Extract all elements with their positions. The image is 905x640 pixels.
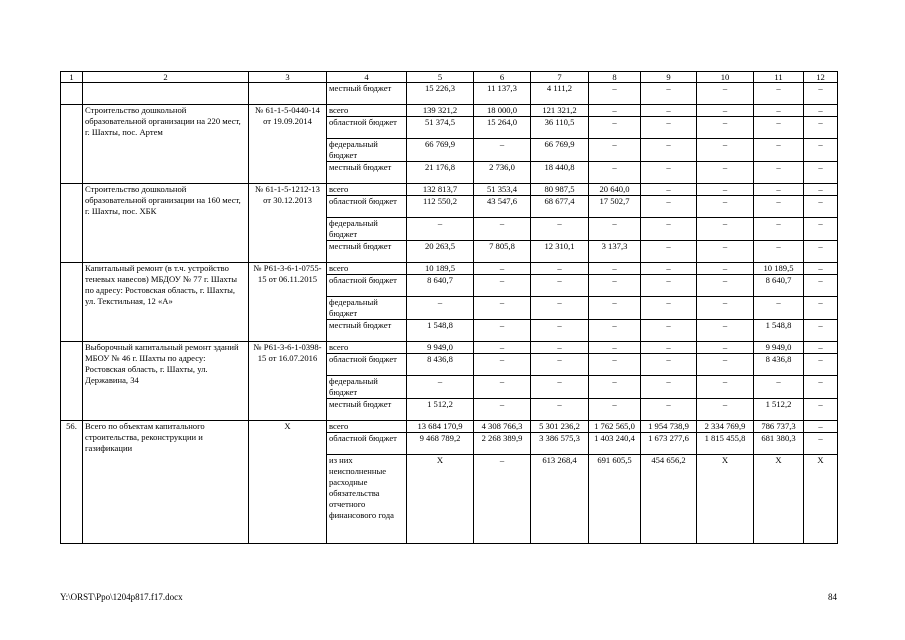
value-cell: – — [804, 342, 838, 354]
value-cell: – — [407, 376, 474, 399]
value-cell: – — [589, 376, 641, 399]
funding-source-cell: местный бюджет — [327, 320, 407, 342]
header-cell: 7 — [531, 72, 589, 83]
value-cell: – — [589, 139, 641, 162]
value-cell: – — [641, 218, 697, 241]
value-cell: – — [754, 83, 804, 105]
value-cell: – — [641, 162, 697, 184]
value-cell: – — [641, 184, 697, 196]
value-cell: – — [531, 376, 589, 399]
value-cell: – — [407, 218, 474, 241]
value-cell: 13 684 170,9 — [407, 421, 474, 433]
value-cell: – — [697, 184, 754, 196]
value-cell: – — [754, 196, 804, 218]
funding-source-cell: областной бюджет — [327, 196, 407, 218]
value-cell: – — [589, 117, 641, 139]
budget-table — [60, 71, 838, 544]
header-cell: 9 — [641, 72, 697, 83]
value-cell: – — [804, 162, 838, 184]
value-cell: 80 987,5 — [531, 184, 589, 196]
value-cell: – — [589, 105, 641, 117]
funding-source-cell: федеральный бюджет — [327, 297, 407, 320]
row-number-cell — [61, 263, 83, 342]
value-cell: – — [697, 354, 754, 376]
value-cell: 20 263,5 — [407, 241, 474, 263]
value-cell: – — [589, 354, 641, 376]
value-cell: Х — [697, 455, 754, 544]
header-cell: 8 — [589, 72, 641, 83]
value-cell: – — [804, 117, 838, 139]
value-cell: – — [754, 376, 804, 399]
value-cell: 1 762 565,0 — [589, 421, 641, 433]
value-cell: – — [474, 275, 531, 297]
funding-source-cell: федеральный бюджет — [327, 218, 407, 241]
value-cell: 1 512,2 — [407, 399, 474, 421]
value-cell: – — [474, 297, 531, 320]
table-row — [61, 421, 838, 433]
table-row — [61, 83, 838, 105]
funding-source-cell: всего — [327, 105, 407, 117]
value-cell: – — [804, 376, 838, 399]
value-cell: – — [804, 354, 838, 376]
value-cell: – — [697, 320, 754, 342]
document-cell — [249, 83, 327, 105]
value-cell: 18 000,0 — [474, 105, 531, 117]
funding-source-cell: всего — [327, 184, 407, 196]
value-cell: – — [641, 399, 697, 421]
value-cell: – — [697, 342, 754, 354]
value-cell: 51 353,4 — [474, 184, 531, 196]
value-cell: – — [641, 105, 697, 117]
value-cell: – — [804, 433, 838, 455]
value-cell: – — [804, 105, 838, 117]
value-cell: – — [697, 263, 754, 275]
value-cell: 1 512,2 — [754, 399, 804, 421]
table-row — [61, 263, 838, 275]
value-cell: – — [754, 139, 804, 162]
value-cell: 121 321,2 — [531, 105, 589, 117]
value-cell: 132 813,7 — [407, 184, 474, 196]
value-cell: – — [589, 263, 641, 275]
funding-source-cell: областной бюджет — [327, 433, 407, 455]
funding-source-cell: местный бюджет — [327, 83, 407, 105]
table-header-row — [61, 72, 838, 83]
value-cell: 17 502,7 — [589, 196, 641, 218]
footer-file-path: Y:\ORST\Ppo\1204p817.f17.docx — [60, 592, 183, 602]
value-cell: – — [531, 218, 589, 241]
value-cell: – — [697, 297, 754, 320]
value-cell: – — [474, 342, 531, 354]
row-number-cell: 56. — [61, 421, 83, 544]
header-cell: 10 — [697, 72, 754, 83]
value-cell: 2 268 389,9 — [474, 433, 531, 455]
value-cell: Х — [804, 455, 838, 544]
value-cell: – — [804, 139, 838, 162]
value-cell: – — [804, 184, 838, 196]
row-number-cell — [61, 184, 83, 263]
value-cell: – — [589, 218, 641, 241]
value-cell: – — [531, 275, 589, 297]
value-cell: 51 374,5 — [407, 117, 474, 139]
value-cell: 1 548,8 — [754, 320, 804, 342]
value-cell: – — [531, 297, 589, 320]
value-cell: 18 440,8 — [531, 162, 589, 184]
header-cell: 2 — [83, 72, 249, 83]
header-cell: 6 — [474, 72, 531, 83]
value-cell: – — [474, 399, 531, 421]
funding-source-cell: всего — [327, 342, 407, 354]
value-cell: 691 605,5 — [589, 455, 641, 544]
value-cell: – — [697, 162, 754, 184]
object-name-cell: Строительство дошкольной образовательной организации на 160 мест, г. Шахты, пос. ХБК — [83, 184, 249, 263]
row-number-cell — [61, 342, 83, 421]
value-cell: – — [641, 139, 697, 162]
value-cell: – — [531, 354, 589, 376]
value-cell: – — [804, 263, 838, 275]
value-cell: – — [474, 455, 531, 544]
value-cell: – — [474, 354, 531, 376]
page-number: 84 — [828, 592, 837, 602]
value-cell: – — [804, 83, 838, 105]
value-cell: 4 111,2 — [531, 83, 589, 105]
value-cell: – — [531, 342, 589, 354]
value-cell: – — [804, 320, 838, 342]
table-row — [61, 342, 838, 354]
value-cell: – — [641, 241, 697, 263]
value-cell: – — [754, 105, 804, 117]
object-name-cell: Всего по объектам капитального строительства, реконструкции и газификации — [83, 421, 249, 544]
object-name-cell — [83, 83, 249, 105]
funding-source-cell: местный бюджет — [327, 399, 407, 421]
header-cell: 1 — [61, 72, 83, 83]
value-cell: – — [641, 354, 697, 376]
document-cell: № Р61-3-6-1-0755-15 от 06.11.2015 — [249, 263, 327, 342]
value-cell: 9 949,0 — [407, 342, 474, 354]
value-cell: 20 640,0 — [589, 184, 641, 196]
value-cell: 613 268,4 — [531, 455, 589, 544]
value-cell: – — [697, 376, 754, 399]
header-cell: 11 — [754, 72, 804, 83]
value-cell: – — [754, 162, 804, 184]
funding-source-cell: федеральный бюджет — [327, 376, 407, 399]
value-cell: – — [641, 297, 697, 320]
value-cell: 2 736,0 — [474, 162, 531, 184]
funding-source-cell: местный бюджет — [327, 241, 407, 263]
value-cell: 1 815 455,8 — [697, 433, 754, 455]
value-cell: 1 673 277,6 — [641, 433, 697, 455]
value-cell: Х — [754, 455, 804, 544]
value-cell: 5 301 236,2 — [531, 421, 589, 433]
value-cell: 9 949,0 — [754, 342, 804, 354]
value-cell: – — [407, 297, 474, 320]
value-cell: – — [697, 399, 754, 421]
value-cell: – — [804, 399, 838, 421]
value-cell: 10 189,5 — [754, 263, 804, 275]
value-cell: 8 436,8 — [407, 354, 474, 376]
document-cell: № 61-1-5-1212-13 от 30.12.2013 — [249, 184, 327, 263]
object-name-cell: Строительство дошкольной образовательной организации на 220 мест, г. Шахты, пос. Артем — [83, 105, 249, 184]
value-cell: 139 321,2 — [407, 105, 474, 117]
funding-source-cell: областной бюджет — [327, 117, 407, 139]
value-cell: – — [474, 320, 531, 342]
value-cell: 8 640,7 — [407, 275, 474, 297]
funding-source-cell: областной бюджет — [327, 275, 407, 297]
value-cell: 786 737,3 — [754, 421, 804, 433]
value-cell: – — [804, 218, 838, 241]
document-cell: № 61-1-5-0440-14 от 19.09.2014 — [249, 105, 327, 184]
value-cell: – — [589, 162, 641, 184]
value-cell: – — [474, 218, 531, 241]
funding-source-cell: всего — [327, 421, 407, 433]
value-cell: 36 110,5 — [531, 117, 589, 139]
header-cell: 4 — [327, 72, 407, 83]
header-cell: 5 — [407, 72, 474, 83]
funding-source-cell: местный бюджет — [327, 162, 407, 184]
funding-source-cell: федеральный бюджет — [327, 139, 407, 162]
value-cell: 66 769,9 — [407, 139, 474, 162]
funding-source-cell: из них неисполненные расходные обязательства отчетного финансового года — [327, 455, 407, 544]
table-row — [61, 105, 838, 117]
value-cell: – — [754, 117, 804, 139]
object-name-cell: Выборочный капитальный ремонт зданий МБОУ № 46 г. Шахты по адресу: Ростовская область, г. Шахты, ул. Державина, 34 — [83, 342, 249, 421]
value-cell: 15 264,0 — [474, 117, 531, 139]
value-cell: Х — [407, 455, 474, 544]
value-cell: – — [754, 184, 804, 196]
value-cell: – — [474, 263, 531, 275]
value-cell: – — [697, 117, 754, 139]
value-cell: 43 547,6 — [474, 196, 531, 218]
value-cell: – — [804, 297, 838, 320]
value-cell: – — [589, 297, 641, 320]
object-name-cell: Капитальный ремонт (в т.ч. устройство теневых навесов) МБДОУ № 77 г. Шахты по адресу: Ростовская область, г. Шахты, ул. Текстильная, 12 «А» — [83, 263, 249, 342]
value-cell: 21 176,8 — [407, 162, 474, 184]
value-cell: 112 550,2 — [407, 196, 474, 218]
funding-source-cell: областной бюджет — [327, 354, 407, 376]
value-cell: 11 137,3 — [474, 83, 531, 105]
value-cell: 454 656,2 — [641, 455, 697, 544]
value-cell: 12 310,1 — [531, 241, 589, 263]
value-cell: 681 380,3 — [754, 433, 804, 455]
value-cell: – — [697, 218, 754, 241]
value-cell: – — [804, 241, 838, 263]
value-cell: 8 640,7 — [754, 275, 804, 297]
value-cell: – — [589, 342, 641, 354]
value-cell: – — [697, 196, 754, 218]
value-cell: – — [589, 275, 641, 297]
value-cell: – — [641, 376, 697, 399]
document-cell: Х — [249, 421, 327, 544]
value-cell: – — [754, 241, 804, 263]
value-cell: – — [697, 83, 754, 105]
value-cell: 2 334 769,9 — [697, 421, 754, 433]
value-cell: – — [804, 196, 838, 218]
value-cell: 66 769,9 — [531, 139, 589, 162]
value-cell: 15 226,3 — [407, 83, 474, 105]
value-cell: – — [531, 263, 589, 275]
value-cell: – — [641, 83, 697, 105]
value-cell: – — [641, 117, 697, 139]
value-cell: 9 468 789,2 — [407, 433, 474, 455]
value-cell: – — [804, 421, 838, 433]
value-cell: – — [474, 376, 531, 399]
header-cell: 12 — [804, 72, 838, 83]
value-cell: – — [754, 218, 804, 241]
row-number-cell — [61, 83, 83, 105]
value-cell: – — [697, 139, 754, 162]
value-cell: – — [804, 275, 838, 297]
value-cell: 3 137,3 — [589, 241, 641, 263]
funding-source-cell: всего — [327, 263, 407, 275]
document-cell: № Р61-3-6-1-0398-15 от 16.07.2016 — [249, 342, 327, 421]
value-cell: – — [641, 275, 697, 297]
value-cell: – — [697, 105, 754, 117]
value-cell: – — [754, 297, 804, 320]
table-row — [61, 184, 838, 196]
value-cell: 68 677,4 — [531, 196, 589, 218]
value-cell: – — [531, 320, 589, 342]
value-cell: – — [589, 320, 641, 342]
value-cell: 1 548,8 — [407, 320, 474, 342]
value-cell: – — [589, 399, 641, 421]
value-cell: – — [641, 320, 697, 342]
value-cell: 1 954 738,9 — [641, 421, 697, 433]
value-cell: 8 436,8 — [754, 354, 804, 376]
value-cell: – — [589, 83, 641, 105]
value-cell: – — [641, 342, 697, 354]
header-cell: 3 — [249, 72, 327, 83]
value-cell: – — [641, 196, 697, 218]
value-cell: – — [531, 399, 589, 421]
value-cell: 3 386 575,3 — [531, 433, 589, 455]
value-cell: 7 805,8 — [474, 241, 531, 263]
value-cell: – — [697, 275, 754, 297]
value-cell: 10 189,5 — [407, 263, 474, 275]
row-number-cell — [61, 105, 83, 184]
value-cell: 4 308 766,3 — [474, 421, 531, 433]
value-cell: – — [474, 139, 531, 162]
value-cell: – — [697, 241, 754, 263]
value-cell: 1 403 240,4 — [589, 433, 641, 455]
value-cell: – — [641, 263, 697, 275]
